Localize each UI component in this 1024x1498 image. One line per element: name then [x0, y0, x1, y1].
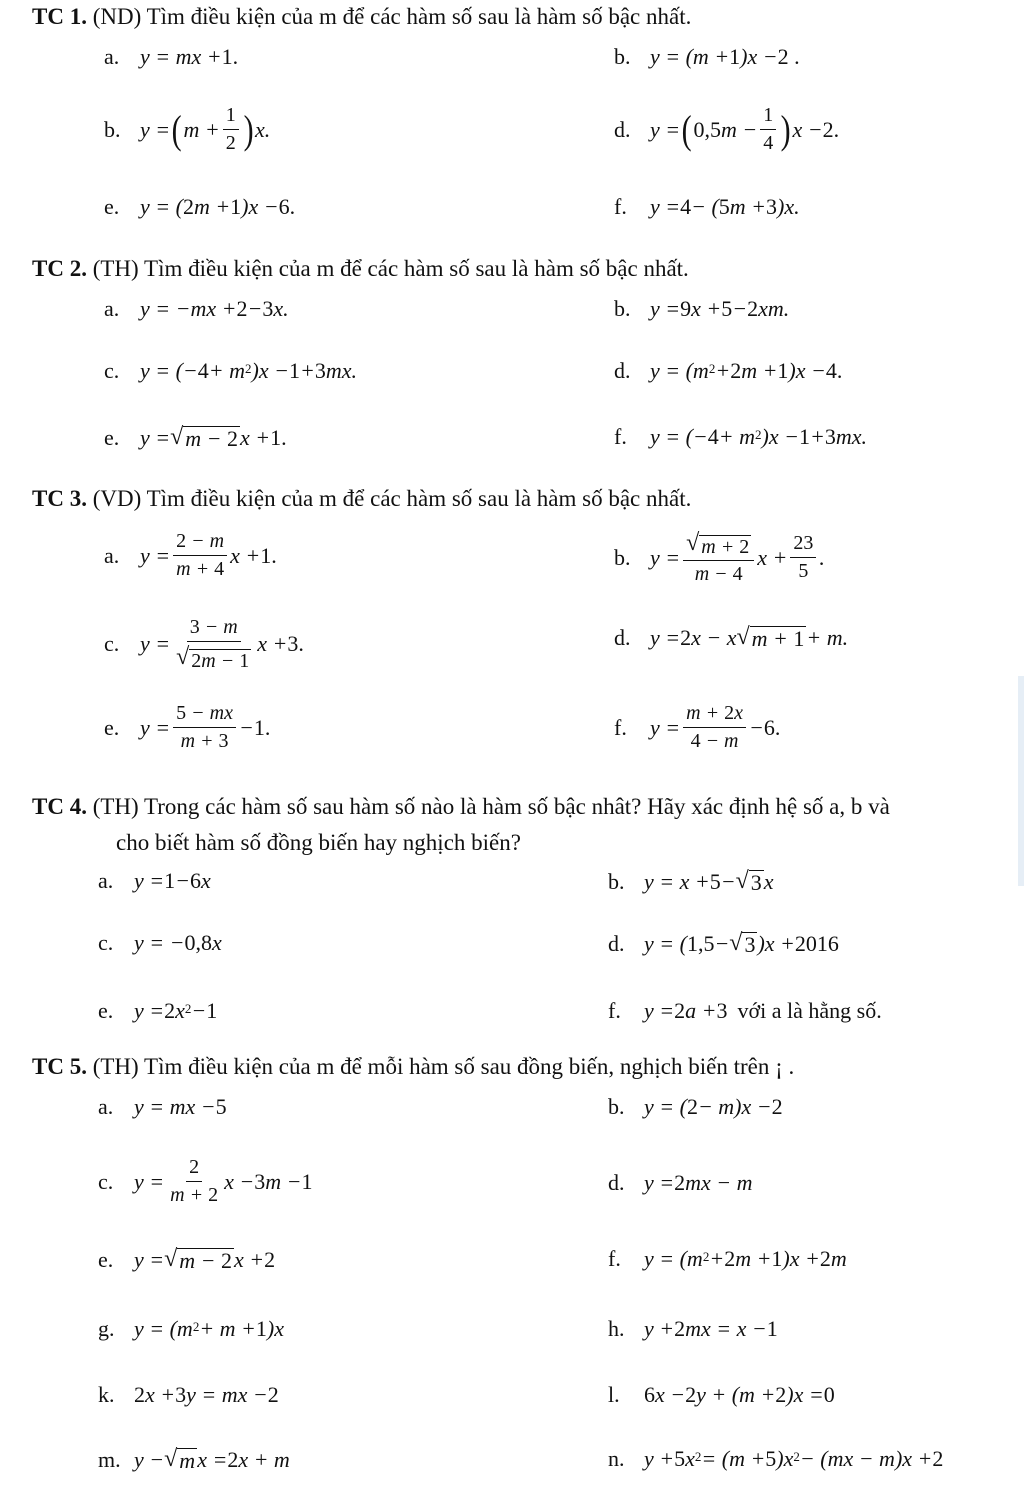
item-label: d. — [608, 1170, 625, 1195]
scan-edge-shadow — [1018, 676, 1024, 886]
tc4-item-d: d. y = ( 1,5 − √ 3 )x + 2016 — [608, 930, 839, 957]
item-label: c. — [98, 930, 114, 955]
tc3-item-f: f. y = $\frac{m + 2x}{4 - m}$ − 6. — [614, 702, 781, 752]
item-label: d. — [608, 930, 625, 956]
item-label: a. — [104, 296, 120, 321]
tc1-item-e: e. y = ( 2 m + 1 )x − 6. — [104, 194, 296, 219]
item-label: h. — [608, 1316, 625, 1341]
tc5-item-k: k. 2 x + 3 y = mx − 2 — [98, 1382, 279, 1407]
tc5-item-e: e. y = √ m − 2 x + 2 — [98, 1246, 276, 1273]
tc2-item-b: b. y = 9 x + 5 − 2 xm. — [614, 296, 790, 321]
tc3-item-b: b. y = √ m + 2 m − 4 x + $\frac{23}{5}$ . — [614, 530, 825, 585]
tc1-title: (ND) Tìm điều kiện của m để các hàm số sau là hàm số bậc nhất. — [86, 4, 692, 29]
tc5-item-b: b. y = ( 2 − m)x − 2 — [608, 1094, 783, 1119]
tc4-f-suffix: với a là hằng số. — [737, 998, 882, 1023]
tc5-item-l: l. 6 x − 2 y + (m + 2 )x = 0 — [608, 1382, 835, 1407]
tc5-heading — [32, 1054, 794, 1080]
item-label: d. — [614, 116, 631, 142]
item-label: a. — [104, 542, 120, 568]
item-label: k. — [98, 1382, 115, 1407]
item-label: n. — [608, 1446, 625, 1471]
tc1-item-d: d. y = ( 0,5 m − $\frac{1}{4}$ ) x − 2. — [614, 104, 840, 154]
item-label: a. — [98, 1094, 114, 1119]
item-label: f. — [614, 194, 627, 219]
item-label: b. — [104, 116, 121, 142]
tc4-title: (TH) Trong các hàm số sau hàm số nào là hàm số bậc nhât? Hãy xác định hệ số a, b và — [86, 794, 890, 819]
tc5-item-d: d. y = 2 mx − m — [608, 1170, 753, 1195]
item-label: f. — [614, 424, 627, 449]
item-label: b. — [614, 44, 631, 69]
tc2-item-f: f. y = (− 4 + m $^2$ )x − 1 + 3 mx. — [614, 424, 867, 449]
tc5-item-f: f. y = (m $^2$ + 2 m + 1 )x + 2 m — [608, 1246, 847, 1271]
item-label: d. — [614, 358, 631, 383]
tc4-item-f: f. y = 2 a + 3 với a là hằng số. — [608, 998, 882, 1023]
tc5-item-n: n. y + 5 x $^2$ = (m + 5 )x $^2$ − (mx − m)x + 2 — [608, 1446, 944, 1471]
tc5-item-h: h. y + 2 mx = x − 1 — [608, 1316, 778, 1341]
item-label: e. — [98, 998, 114, 1023]
item-label: f. — [608, 998, 621, 1023]
item-label: d. — [614, 624, 631, 650]
item-label: b. — [614, 544, 631, 570]
tc3-item-c: c. y = 3 − m √ 2m − 1 x + 3. — [104, 616, 304, 672]
tc3-heading — [32, 486, 691, 512]
tc4-heading — [32, 794, 890, 820]
tc2-item-e: e. y = √ m − 2 x + 1. — [104, 424, 287, 451]
item-label: c. — [104, 358, 120, 383]
item-label: f. — [608, 1246, 621, 1271]
tc1-heading — [32, 4, 691, 30]
tc4-tag: TC 4. — [32, 794, 87, 819]
item-label: a. — [98, 868, 114, 893]
tc4-heading-cont: cho biết hàm số đồng biến hay nghịch biến? — [116, 830, 521, 855]
tc3-item-a: a. y = $\frac{2 - m}{m + 4}$ x + 1. — [104, 530, 277, 580]
tc2-heading — [32, 256, 689, 282]
item-label: f. — [614, 714, 627, 740]
tc3-item-d: d. y = 2 x − x √ m + 1 + m. — [614, 624, 849, 651]
item-label: c. — [98, 1168, 114, 1194]
tc4-item-b: b. y = x + 5 − √ 3 x — [608, 868, 774, 895]
tc2-item-a: a. y = −mx + 2 − 3 x. — [104, 296, 289, 321]
item-label: e. — [98, 1246, 114, 1272]
item-label: e. — [104, 194, 120, 219]
tc5-tag: TC 5. — [32, 1054, 87, 1079]
tc1-item-f: f. y = 4 − ( 5 m + 3 )x. — [614, 194, 800, 219]
tc4-item-e: e. y = 2 x $^2$ − 1 — [98, 998, 218, 1023]
item-label: b. — [614, 296, 631, 321]
tc2-title: (TH) Tìm điều kiện của m để các hàm số sau là hàm số bậc nhất. — [86, 256, 689, 281]
tc4-item-c: c. y = − 0,8 x — [98, 930, 222, 955]
tc2-item-d: d. y = (m $^2$ + 2 m + 1 )x − 4. — [614, 358, 843, 383]
tc1-item-b: b. y = (m + 1 )x − 2 . — [614, 44, 800, 69]
tc5-item-m: m. y − √ m x = 2 x + m — [98, 1446, 290, 1473]
tc4-item-a: a. y = 1 − 6 x — [98, 868, 211, 893]
tc3-item-e: e. y = $\frac{5 - mx}{m + 3}$ − 1. — [104, 702, 271, 752]
tc1-item-b2: b. y = ( m + $\frac{1}{2}$ ) x. — [104, 104, 271, 154]
tc3-tag: TC 3. — [32, 486, 87, 511]
tc1-tag: TC 1. — [32, 4, 87, 29]
tc3-title: (VD) Tìm điều kiện của m để các hàm số sau là hàm số bậc nhất. — [86, 486, 692, 511]
item-label: l. — [608, 1382, 620, 1407]
item-label: c. — [104, 630, 120, 656]
item-label: b. — [608, 1094, 625, 1119]
tc2-tag: TC 2. — [32, 256, 87, 281]
tc5-item-a: a. y = mx − 5 — [98, 1094, 227, 1119]
item-label: a. — [104, 44, 120, 69]
tc1-item-a: a. y = mx + 1. — [104, 44, 239, 69]
tc2-item-c: c. y = (− 4 + m $^2$ )x − 1 + 3 mx. — [104, 358, 357, 383]
item-label: e. — [104, 424, 120, 450]
item-label: b. — [608, 868, 625, 894]
item-label: g. — [98, 1316, 115, 1341]
item-label: m. — [98, 1446, 121, 1472]
item-label: e. — [104, 714, 120, 740]
tc5-title: (TH) Tìm điều kiện của m để mỗi hàm số sau đồng biến, nghịch biến trên ¡ . — [86, 1054, 795, 1079]
tc5-item-g: g. y = (m $^2$ + m + 1 )x — [98, 1316, 285, 1341]
tc5-item-c: c. y = $\frac{2}{m + 2}$ x − 3 m − 1 — [98, 1156, 313, 1206]
